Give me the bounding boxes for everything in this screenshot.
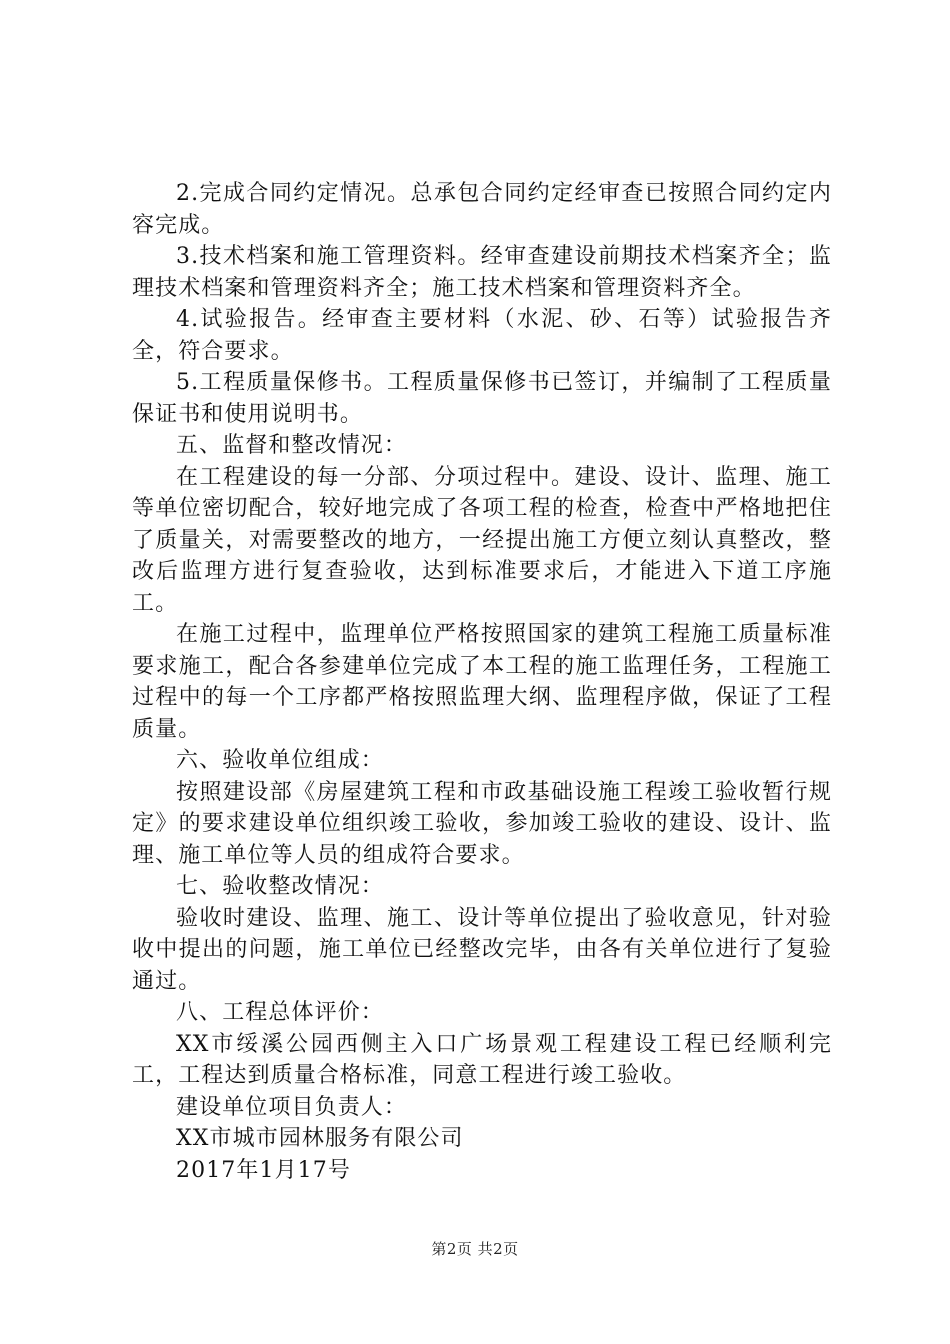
paragraph-rectification: 验收时建设、监理、施工、设计等单位提出了验收意见，针对验收中提出的问题，施工单位已经整改完毕，由各有关单位进行了复验通过。 [132, 905, 832, 994]
paragraph-supervision-2: 在施工过程中，监理单位严格按照国家的建筑工程施工质量标准要求施工，配合各参建单位完成了本工程的施工监理任务，工程施工过程中的每一个工序都严格按照监理大纲、监理程序做，保证了工程质量。 [132, 622, 832, 742]
signature-label: 建设单位项目负责人： [176, 1094, 408, 1120]
paragraph-technical-archives: 3.技术档案和施工管理资料。经审查建设前期技术档案齐全；监理技术档案和管理资料齐全；施工技术档案和管理资料齐全。 [132, 244, 832, 301]
paragraph-overall-evaluation: XX市绥溪公园西侧主入口广场景观工程建设工程已经顺利完工，工程达到质量合格标准，同意工程进行竣工验收。 [132, 1031, 832, 1088]
heading-acceptance-units: 六、验收单位组成： [176, 748, 384, 773]
paragraph-acceptance-units: 按照建设部《房屋建筑工程和市政基础设施工程竣工验收暂行规定》的要求建设单位组织竣工验收，参加竣工验收的建设、设计、监理、施工单位等人员的组成符合要求。 [132, 779, 832, 868]
page-footer: 第2页 共2页 [431, 1240, 519, 1258]
document-date: 2017年1月17号 [176, 1157, 351, 1183]
heading-rectification: 七、验收整改情况： [176, 874, 384, 899]
paragraph-supervision-1: 在工程建设的每一分部、分项过程中。建设、设计、监理、施工等单位密切配合，较好地完成了各项工程的检查，检查中严格地把住了质量关，对需要整改的地方，一经提出施工方便立刻认真整改，整改后监理方进行复查验收，达到标准要求后，才能进入下道工序施工。 [132, 464, 832, 616]
paragraph-test-report: 4.试验报告。经审查主要材料（水泥、砂、石等）试验报告齐全，符合要求。 [132, 307, 832, 364]
paragraph-contract-completion: 2.完成合同约定情况。总承包合同约定经审查已按照合同约定内容完成。 [132, 181, 832, 238]
paragraph-warranty: 5.工程质量保修书。工程质量保修书已签订，并编制了工程质量保证书和使用说明书。 [132, 370, 832, 427]
company-name: XX市城市园林服务有限公司 [176, 1126, 464, 1151]
heading-supervision: 五、监督和整改情况： [176, 433, 408, 458]
heading-overall-evaluation: 八、工程总体评价： [176, 1000, 384, 1025]
document-body [132, 178, 832, 1186]
